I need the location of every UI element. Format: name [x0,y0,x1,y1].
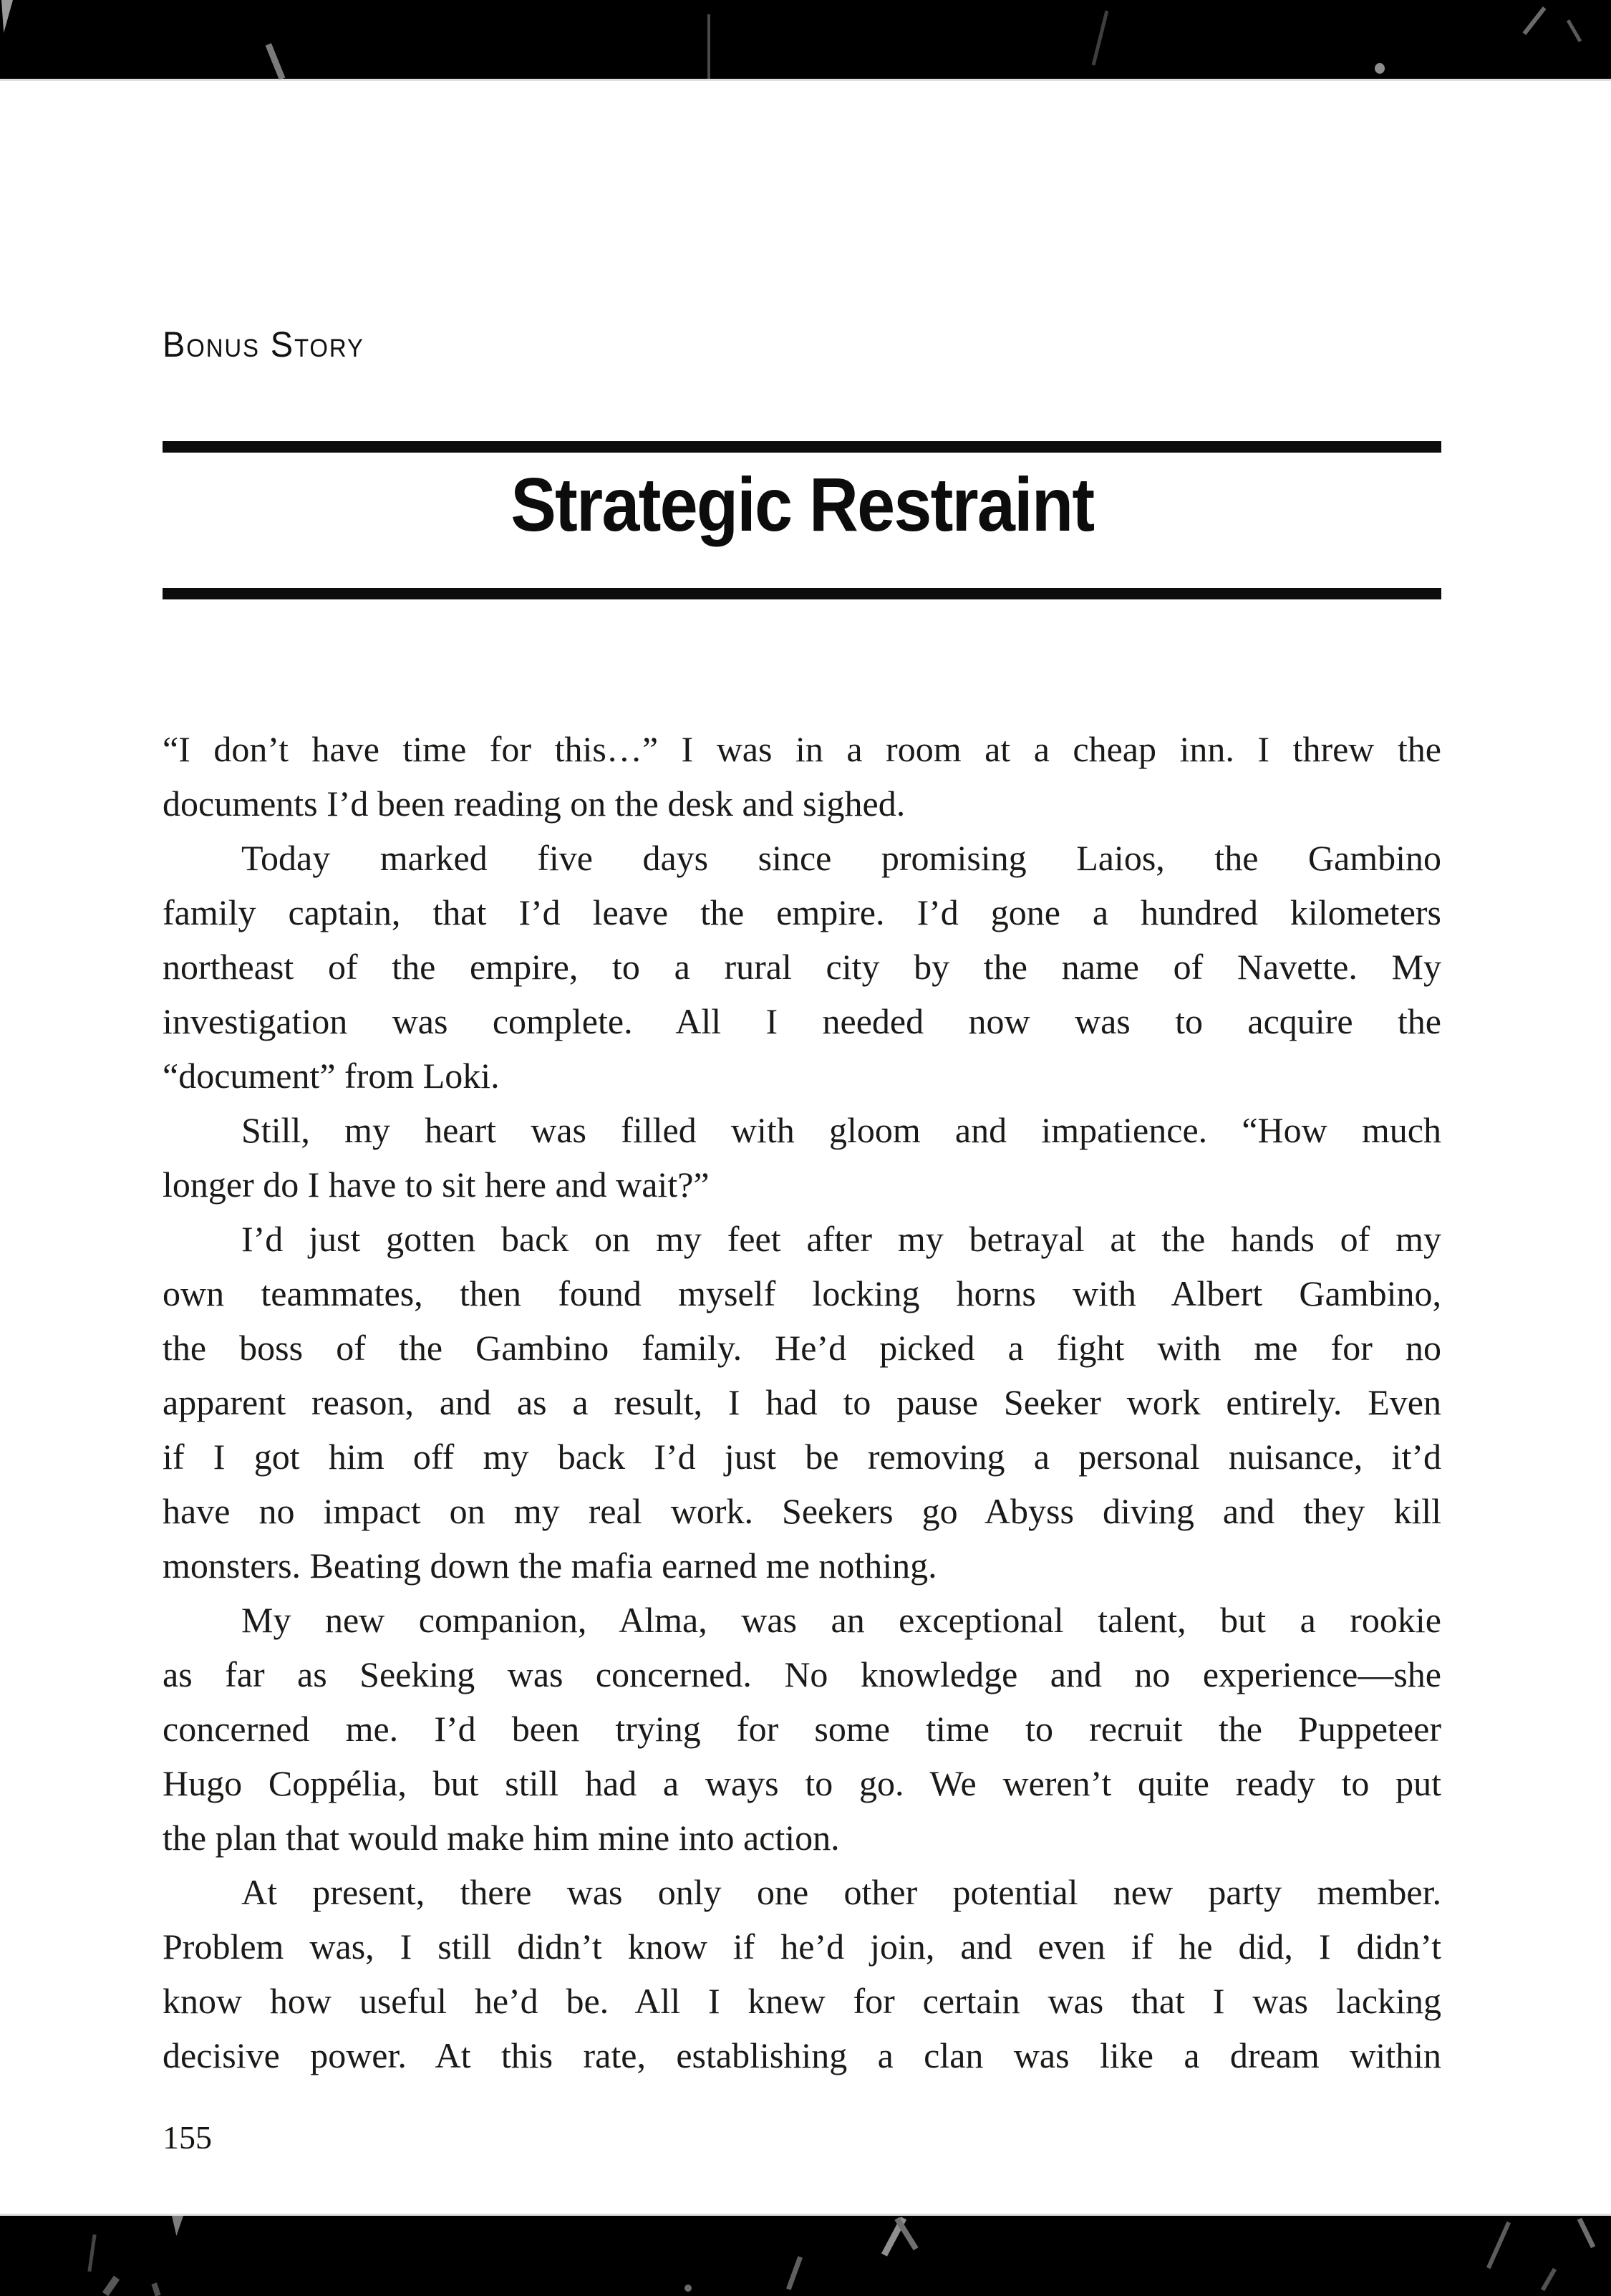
body-line: monsters. Beating down the mafia earned me nothing. [163,1545,937,1586]
scanner-bar-bottom [0,2216,1611,2296]
body-line: family captain, that I’d leave the empire. I’d gone a hundred kilometers [163,892,1441,932]
body-line: the boss of the Gambino family. He’d picked a fight with me for no [163,1328,1441,1368]
scan-artifact [684,2285,692,2292]
body-line: Hugo Coppélia, but still had a ways to go. We weren’t quite ready to put [163,1763,1441,1803]
chapter-title: Strategic Restraint [510,463,1094,547]
body-line: northeast of the empire, to a rural city by the name of Navette. My [163,947,1441,987]
scan-edge [0,2214,1611,2216]
body-line: own teammates, then found myself locking horns with Albert Gambino, [163,1273,1441,1313]
section-kicker: Bonus Story [163,324,364,365]
body-line: I’d just gotten back on my feet after my betrayal at the hands of my [241,1219,1441,1259]
scanner-bar-top [0,0,1611,79]
body-line: if I got him off my back I’d just be removing a personal nuisance, it’d [163,1437,1441,1477]
body-line: have no impact on my real work. Seekers go Abyss diving and they kill [163,1491,1441,1531]
scan-artifact [1092,11,1109,66]
scan-artifact [1567,19,1582,42]
body-line: My new companion, Alma, was an exceptional talent, but a rookie [241,1600,1441,1640]
scan-artifact [1,0,13,33]
body-text [163,722,1441,2083]
scan-edge [0,79,1611,81]
title-rule-bottom [163,588,1441,599]
scan-artifact [266,43,286,80]
page-number: 155 [163,2119,212,2156]
scan-artifact [707,14,710,79]
body-line: At present, there was only one other potential new party member. [241,1872,1441,1912]
body-line: know how useful he’d be. All I knew for certain was that I was lacking [163,1981,1441,2021]
scan-artifact [1522,6,1546,35]
title-rule-top [163,441,1441,453]
body-line: as far as Seeking was concerned. No knowledge and no experience—she [163,1654,1441,1694]
body-line: “document” from Loki. [163,1056,500,1096]
body-line: documents I’d been reading on the desk and sighed. [163,783,906,824]
body-line: decisive power. At this rate, establishing a clan was like a dream within [163,2035,1441,2075]
body-line: “I don’t have time for this…” I was in a room at a cheap inn. I threw the [163,729,1441,769]
title-block [163,463,1441,547]
body-line: longer do I have to sit here and wait?” [163,1164,710,1205]
scan-artifact [1375,63,1385,74]
body-line: concerned me. I’d been trying for some time to recruit the Puppeteer [163,1709,1441,1749]
body-line: the plan that would make him mine into action. [163,1818,840,1858]
body-line: apparent reason, and as a result, I had to pause Seeker work entirely. Even [163,1382,1441,1422]
body-line: Today marked five days since promising Laios, the Gambino [241,838,1441,878]
body-line: Still, my heart was filled with gloom and impatience. “How much [241,1110,1441,1150]
body-line: Problem was, I still didn’t know if he’d join, and even if he did, I didn’t [163,1926,1441,1967]
body-line: investigation was complete. All I needed now was to acquire the [163,1001,1441,1041]
